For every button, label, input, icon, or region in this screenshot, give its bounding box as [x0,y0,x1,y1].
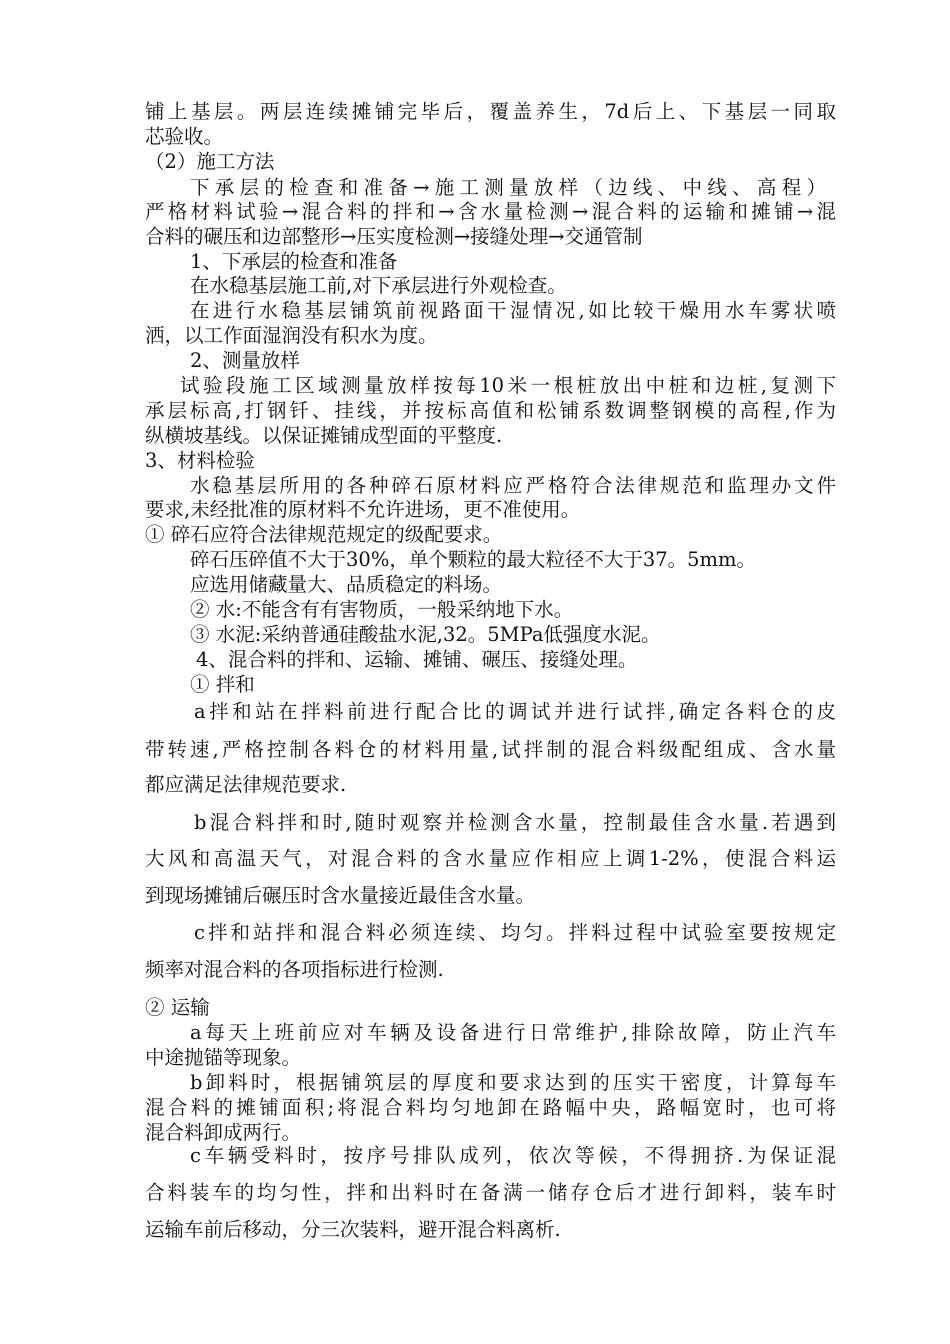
body-line: 频率对混合料的各项指标进行检测. [145,958,444,981]
subsection-heading: 2、测量放样 [190,349,300,372]
body-line: 在水稳基层施工前,对下承层进行外观检查。 [190,274,567,297]
body-line: a拌和站在拌料前进行配合比的调试并进行试拌,确定各料仓的皮 [194,700,836,723]
list-item: ③ 水泥:采纳普通硅酸盐水泥,32。5MPa低强度水泥。 [190,623,661,646]
body-line: 铺上基层。两层连续摊铺完毕后，覆盖养生，7d后上、下基层一同取 [145,100,836,123]
body-line: 要求,未经批准的原材料不允许进场，更不准使用。 [145,498,581,521]
body-line: c拌和站拌和混合料必须连续、均匀。拌料过程中试验室要按规定 [194,921,836,944]
list-item: ② 水:不能含有有害物质，一般采纳地下水。 [190,598,574,621]
body-line: 应选用储藏量大、品质稳定的料场。 [190,573,503,596]
body-line: 洒，以工作面湿润没有积水为度。 [145,324,438,347]
body-line: 纵横坡基线。以保证摊铺成型面的平整度. [145,424,503,447]
body-line: c车辆受料时，按序号排队成列，依次等候，不得拥挤.为保证混 [190,1144,836,1167]
body-line: 到现场摊铺后碾压时含水量接近最佳含水量。 [145,884,536,907]
body-line: 都应满足法律规范要求. [145,773,347,796]
body-line: 合料装车的均匀性，拌和出料时在备满一储存仓后才进行卸料，装车时 [145,1181,836,1204]
body-line: 芯验收。 [145,125,224,148]
body-line: 合料的碾压和边部整形→压实度检测→接缝处理→交通管制 [145,225,643,248]
body-line: b混合料拌和时,随时观察并检测含水量，控制最佳含水量.若遇到 [194,811,836,834]
section-heading: （2）施工方法 [145,150,275,173]
list-item: ① 碎石应符合法律规范规定的级配要求。 [145,523,503,546]
body-line: 大风和高温天气，对混合料的含水量应作相应上调1-2%，使混合料运 [145,847,836,870]
body-line: 严格材料试验→混合料的拌和→含水量检测→混合料的运输和摊铺→混 [145,200,836,223]
body-line: 下承层的检查和准备→施工测量放样（边线、中线、高程） [190,176,826,199]
subsection-heading: 1、下承层的检查和准备 [190,250,398,273]
list-item: ① 拌和 [190,673,255,696]
body-line: 带转速,严格控制各料仓的材料用量,试拌制的混合料级配组成、含水量 [145,738,836,761]
body-line: a每天上班前应对车辆及设备进行日常维护,排除故障，防止汽车 [190,1021,836,1044]
subsection-heading: 4、混合料的拌和、运输、摊铺、碾压、接缝处理。 [196,648,638,671]
body-line: 混合料的摊铺面积;将混合料均匀地卸在路幅中央，路幅宽时，也可将 [145,1096,836,1119]
body-line: 在进行水稳基层铺筑前视路面干湿情况,如比较干燥用水车雾状喷 [190,299,836,322]
body-line: 中途抛锚等现象。 [145,1046,302,1069]
body-line: 混合料卸成两行。 [145,1121,302,1144]
body-line: 试验段施工区域测量放样按每10米一根桩放出中桩和边桩,复测下 [180,374,836,397]
body-line: 运输车前后移动，分三次装料，避开混合料离析. [145,1218,561,1241]
list-item: ② 运输 [145,996,210,1019]
body-line: 水稳基层所用的各种碎石原材料应严格符合法律规范和监理办文件 [190,474,836,497]
body-line: 碎石压碎值不大于30%，单个颗粒的最大粒径不大于37。5mm。 [190,548,757,571]
subsection-heading: 3、材料检验 [145,449,255,472]
body-line: 承层标高,打钢钎、挂线，并按标高值和松铺系数调整钢模的高程,作为 [145,399,836,422]
body-line: b卸料时，根据铺筑层的厚度和要求达到的压实干密度，计算每车 [190,1071,836,1094]
